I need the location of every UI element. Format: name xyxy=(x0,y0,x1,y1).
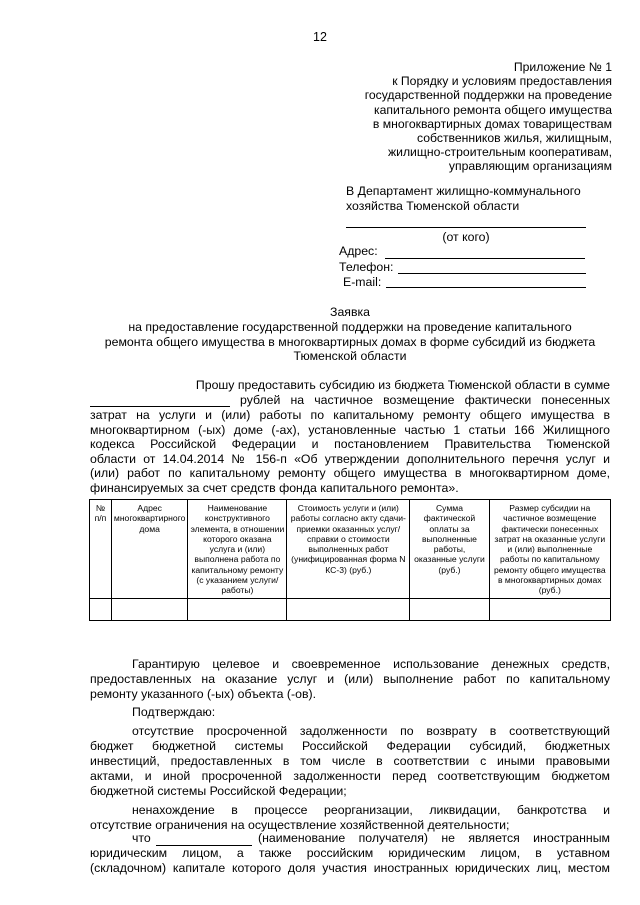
appendix-line: капитального ремонта общего имущества xyxy=(373,102,612,117)
recipient-line: хозяйства Тюменской области xyxy=(346,199,520,213)
request-line: рублей на частичное возмещение фактически понесенных xyxy=(240,393,610,407)
appendix-line: собственников жилья, жилищным, xyxy=(417,131,612,146)
guarantee-line xyxy=(90,657,610,672)
confirm-text: ненахождение в процессе реорганизации, ликвидации, банкротства и xyxy=(132,803,610,817)
from-whom-caption: (от кого) xyxy=(442,230,490,244)
guarantee-line: предоставленных на оказание услуг и (или) выполнение работ по капитальному xyxy=(90,672,610,686)
table-cell[interactable] xyxy=(188,598,287,620)
appendix-title: Приложение № 1 xyxy=(513,60,612,74)
table-cell[interactable] xyxy=(410,598,489,620)
table-header-cell: Стоимость услуги и (или) работы согласно акту сдачи-приемки оказанных услуг/справки о стоимости выполненных работ (унифицированная форма N КС-3) (руб.) xyxy=(287,500,410,599)
confirm-that-word: что xyxy=(132,831,151,845)
confirm-line xyxy=(90,724,610,739)
table-header-row xyxy=(90,500,611,599)
table-header-cell: Размер субсидии на частичное возмещение фактически понесенных затрат на оказанные услуги и (или) выполненные работы по капитальному ремонту общего имущества в многоквартирных домах (руб.) xyxy=(489,500,610,599)
document-title: Заявка xyxy=(330,305,370,319)
table-cell[interactable] xyxy=(489,598,610,620)
table-row[interactable] xyxy=(90,598,611,620)
confirm-line: (складочном) капитале которого доля участия иностранных юридических лиц, местом xyxy=(90,861,610,875)
phone-label: Телефон: xyxy=(339,260,394,274)
table-header-cell: Сумма фактической оплаты за выполненные работы, оказанные услуги (руб.) xyxy=(410,500,489,599)
confirm-line xyxy=(90,803,610,818)
document-subtitle-line: ремонта общего имущества в многоквартирных домах в форме субсидий из бюджета xyxy=(104,334,596,349)
table-cell[interactable] xyxy=(287,598,410,620)
confirm-line: отсутствие ограничения на осуществление хозяйственной деятельности; xyxy=(90,818,510,832)
page-number: 12 xyxy=(313,30,327,44)
request-line: области от 14.04.2014 № 156-п «Об утверждении дополнительного перечня услуг и xyxy=(90,451,610,466)
document-subtitle-line: на предоставление государственной поддержки на проведение капитального xyxy=(128,320,572,334)
request-line: кодекса Российской Федерации и постановлением Правительства Тюменской xyxy=(90,437,610,452)
confirm-line: бюджет бюджетной системы Российской Федерации субсидий, бюджетных xyxy=(90,739,610,753)
email-label: E-mail: xyxy=(343,275,382,289)
guarantee-text: Гарантирую целевое и своевременное использование денежных средств, xyxy=(132,657,610,671)
appendix-line: государственной поддержки на проведение xyxy=(364,88,612,103)
table-header-cell: № п/п xyxy=(90,500,112,599)
request-line: многоквартирном (-ых) доме (-ах), установленные частью 1 статьи 166 Жилищного xyxy=(90,422,610,437)
address-field[interactable] xyxy=(385,258,585,259)
from-whom-field[interactable] xyxy=(346,227,586,228)
confirm-title: Подтверждаю: xyxy=(132,705,216,719)
request-line: Прошу предоставить субсидию из бюджета Тюменской области в сумме xyxy=(195,378,610,392)
request-line: финансируемых за счет средств фонда капитального ремонта». xyxy=(90,481,459,495)
subsidy-table xyxy=(89,499,611,621)
appendix-line: управляющим организациям xyxy=(448,159,612,174)
confirm-text: отсутствие просроченной задолженности по возврату в соответствующий xyxy=(132,724,610,738)
confirm-line: бюджетной системы Российской Федерации; xyxy=(90,784,347,798)
request-line: (или) работ по капитальному ремонту общего имущества в многоквартирном доме, xyxy=(90,466,610,481)
address-label: Адрес: xyxy=(339,244,378,258)
recipient-block xyxy=(346,184,616,214)
table-cell[interactable] xyxy=(90,598,112,620)
email-field[interactable] xyxy=(386,287,586,288)
appendix-block xyxy=(352,60,612,174)
table-header-cell: Адрес многоквартирного дома xyxy=(111,500,188,599)
appendix-line: жилищно-строительным кооперативам, xyxy=(387,145,612,160)
appendix-line: в многоквартирных домах товариществам xyxy=(372,116,612,131)
table-header-cell: Наименование конструктивного элемента, в отношении которого оказана услуга и (или) выполнена работа по капитальному ремонту (с указанием услуги/работы) xyxy=(188,500,287,599)
request-line: затрат на услуги и (или) работы по капитальному ремонту общего имущества в xyxy=(90,408,610,422)
confirm-line: юридическим лицом, а также российским юридическим лицом, в уставном xyxy=(90,846,610,860)
recipient-line: В Департамент жилищно-коммунального xyxy=(346,184,581,198)
guarantee-line: ремонту указанного (-ых) объекта (-ов). xyxy=(90,687,316,701)
confirm-line: актами, и иной просроченной задолженности перед соответствующим бюджетом xyxy=(90,769,610,783)
phone-field[interactable] xyxy=(398,273,586,274)
confirm-line: инвестиций, предоставленных в том числе в соответствии с иными правовыми xyxy=(90,754,610,768)
document-subtitle-line: Тюменской области xyxy=(293,349,407,363)
appendix-line: к Порядку и условиям предоставления xyxy=(392,74,612,89)
table-cell[interactable] xyxy=(111,598,188,620)
amount-field[interactable] xyxy=(90,406,230,407)
confirm-line: (наименование получателя) не является иностранным xyxy=(258,831,610,845)
